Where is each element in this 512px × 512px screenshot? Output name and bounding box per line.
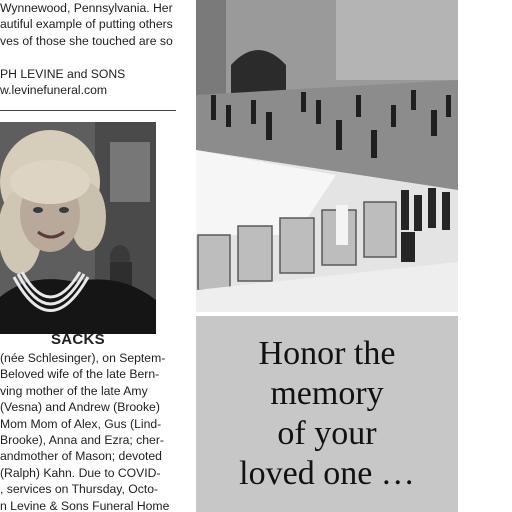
plaza-illustration [196, 0, 458, 312]
obituary-line: (Ralph) Kahn. Due to COVID- [0, 465, 161, 480]
memorial-ad-headline [196, 334, 458, 494]
section-divider [0, 110, 176, 111]
western-wall-photo [196, 0, 458, 312]
ad-line: memory [270, 375, 384, 412]
obituary-name: SACKS [50, 331, 105, 348]
ad-line: of your [277, 415, 377, 452]
article-line: Wynnewood, Pennsylvania. Her [0, 1, 173, 15]
article-line: ves of those she touched are so [0, 33, 173, 48]
obituary-text [0, 350, 182, 512]
funeral-home-url: w.levinefuneral.com [0, 82, 108, 97]
obituary-line: Beloved wife of the late Bern- [0, 367, 160, 382]
memorial-ad-box [196, 316, 458, 512]
obituary-line: (née Schlesinger), on Septem- [0, 351, 166, 365]
obituary-line: andmother of Mason; devoted [0, 449, 162, 464]
funeral-home-name: PH LEVINE and SONS [0, 66, 126, 81]
obituary-line: (Vesna) and Andrew (Brooke) [0, 400, 160, 415]
obituary-line: Mom Mom of Alex, Gus (Lind- [0, 416, 162, 431]
ad-line: loved one … [239, 455, 415, 492]
article-line [0, 49, 182, 65]
obituary-line: ving mother of the late Amy [0, 383, 148, 398]
obituary-line: , services on Thursday, Octo- [0, 482, 159, 497]
ad-line: Honor the [258, 335, 396, 372]
obituary-portrait-photo [0, 122, 156, 334]
obituary-line: n Levine & Sons Funeral Home [0, 498, 170, 512]
right-margin [458, 0, 512, 512]
obituary-line: Brooke), Anna and Ezra; cher- [0, 432, 164, 447]
top-article-text [0, 0, 182, 98]
left-column [0, 0, 182, 512]
portrait-illustration [0, 122, 156, 334]
article-line: autiful example of putting others [0, 17, 173, 32]
